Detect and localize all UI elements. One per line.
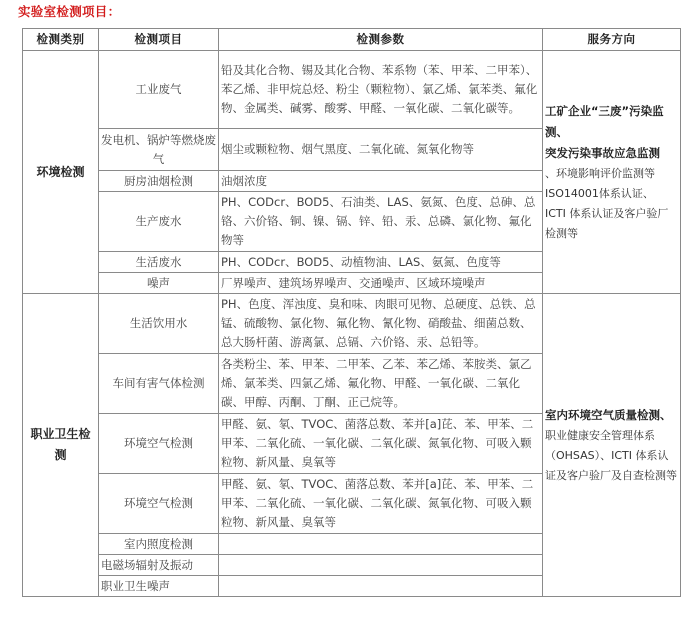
params-cell	[219, 576, 543, 597]
category-env: 环境检测	[23, 51, 99, 294]
params-cell: 各类粉尘、苯、甲苯、二甲苯、乙苯、苯乙烯、苯胺类、氯乙烯、氯苯类、四氯乙烯、氟化物、甲醛、一氧化碳、二氧化碳、甲醇、丙酮、丁酮、正己烷等。	[219, 354, 543, 414]
service-env-line1: 工矿企业“三废”污染监测、	[545, 103, 664, 139]
item-cell: 电磁场辐射及振动	[99, 555, 219, 576]
table-row	[23, 51, 681, 129]
params-cell	[219, 555, 543, 576]
params-cell: PH、CODcr、BOD5、石油类、LAS、氨氮、色度、总砷、总铬、六价铬、铜、镍、镉、锌、铅、汞、总磷、氯化物、氟化物等	[219, 192, 543, 252]
table-row	[23, 294, 681, 354]
header-category: 检测类别	[23, 29, 99, 51]
params-cell: 厂界噪声、建筑场界噪声、交通噪声、区域环境噪声	[219, 273, 543, 294]
params-cell: 甲醛、氨、氡、TVOC、菌落总数、苯并[a]芘、苯、甲苯、二甲苯、二氧化硫、一氧化碳、二氧化碳、氮氧化物、可吸入颗粒物、新风量、臭氧等	[219, 474, 543, 534]
service-occ	[543, 294, 681, 597]
item-cell: 室内照度检测	[99, 534, 219, 555]
header-params: 检测参数	[219, 29, 543, 51]
item-cell: 厨房油烟检测	[99, 171, 219, 192]
header-row	[23, 29, 681, 51]
service-env-line4: ISO14001体系认证、	[545, 186, 654, 200]
params-cell: 烟尘或颗粒物、烟气黑度、二氧化硫、氮氧化物等	[219, 129, 543, 171]
item-cell: 生产废水	[99, 192, 219, 252]
params-cell: 甲醛、氨、氡、TVOC、菌落总数、苯并[a]芘、苯、甲苯、二甲苯、二氧化硫、一氧化碳、二氧化碳、氮氧化物、可吸入颗粒物、新风量、臭氧等	[219, 414, 543, 474]
category-occ: 职业卫生检测	[23, 294, 99, 597]
lab-test-table	[22, 28, 681, 597]
item-cell: 环境空气检测	[99, 474, 219, 534]
service-env-line2: 突发污染事故应急监测	[545, 145, 660, 160]
service-env-line3: 、环境影响评价监测等	[545, 166, 655, 180]
item-cell: 生活废水	[99, 252, 219, 273]
params-cell	[219, 534, 543, 555]
service-occ-line1: 室内环境空气质量检测、	[545, 407, 672, 422]
item-cell: 噪声	[99, 273, 219, 294]
item-cell: 发电机、锅炉等燃烧废气	[99, 129, 219, 171]
page-title: 实验室检测项目：	[18, 4, 121, 19]
item-cell: 职业卫生噪声	[99, 576, 219, 597]
service-occ-line2: 职业健康安全管理体系（OHSAS）、ICTI 体系认证及客户验厂及自查检测等	[545, 428, 677, 482]
service-env-line5: ICTI 体系认证及客户验厂检测等	[545, 206, 669, 240]
item-cell: 环境空气检测	[99, 414, 219, 474]
params-cell: PH、色度、浑浊度、臭和味、肉眼可见物、总硬度、总铁、总锰、硫酸物、氯化物、氟化物、氰化物、硝酸盐、细菌总数、总大肠杆菌、游离氯、总镉、六价铬、汞、总铅等。	[219, 294, 543, 354]
params-cell: PH、CODcr、BOD5、动植物油、LAS、氨氮、色度等	[219, 252, 543, 273]
header-item: 检测项目	[99, 29, 219, 51]
service-env	[543, 51, 681, 294]
item-cell: 生活饮用水	[99, 294, 219, 354]
item-cell: 车间有害气体检测	[99, 354, 219, 414]
header-service: 服务方向	[543, 29, 681, 51]
item-cell: 工业废气	[99, 51, 219, 129]
params-cell: 铅及其化合物、锡及其化合物、苯系物（苯、甲苯、二甲苯）、苯乙烯、非甲烷总烃、粉尘（颗粒物）、氯乙烯、氯苯类、氟化物、金属类、碱雾、酸雾、甲醛、一氧化碳、二氧化碳等。	[219, 51, 543, 129]
params-cell: 油烟浓度	[219, 171, 543, 192]
